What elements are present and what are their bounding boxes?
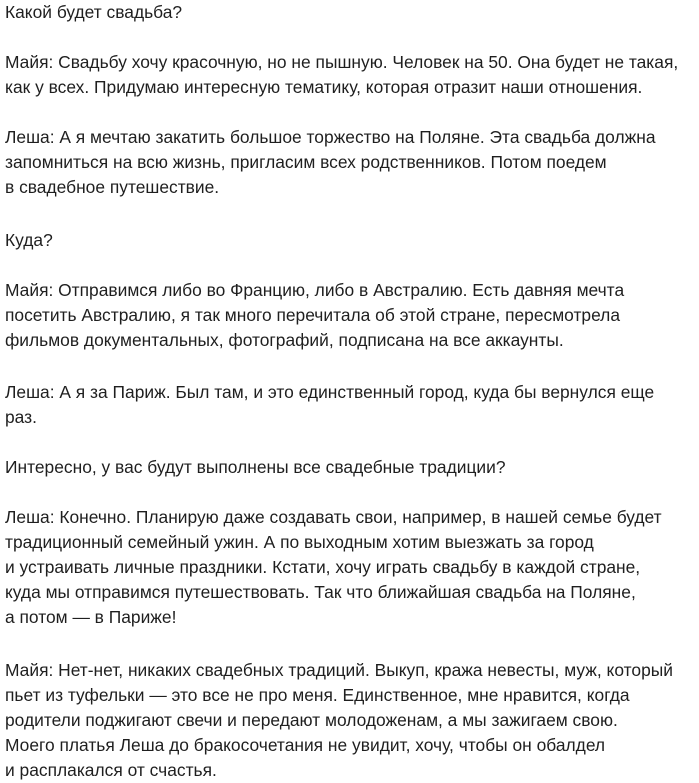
question-paragraph: Интересно, у вас будут выполнены все свадебные традиции?	[5, 457, 506, 477]
answer-paragraph: Майя: Нет-нет, никаких свадебных традиций. Выкуп, кража невесты, муж, который пьет из туфельки — это все не про меня. Единственное, мне нравится, когда родители поджигают свечи и передают молодоженам, а мы зажигаем свою. Моего платья Леша до бракосочетания не увидит, хочу, чтобы он обалдел и расплакался от счастья.	[5, 660, 673, 780]
question-paragraph: Куда?	[5, 230, 53, 250]
question-paragraph: Какой будет свадьба?	[5, 2, 183, 22]
answer-paragraph: Леша: А я мечтаю закатить большое торжество на Поляне. Эта свадьба должна запомниться на всю жизнь, пригласим всех родственников. Потом поедем в свадебное путешествие.	[5, 127, 656, 197]
answer-paragraph: Леша: А я за Париж. Был там, и это единственный город, куда бы вернулся еще раз.	[5, 382, 655, 427]
answer-paragraph: Майя: Отправимся либо во Францию, либо в Австралию. Есть давняя мечта посетить Австралию, я так много перечитала об этой стране, пересмотрела фильмов документальных, фотографий, подписана на все аккаунты.	[5, 280, 625, 350]
answer-paragraph: Майя: Свадьбу хочу красочную, но не пышную. Человек на 50. Она будет не такая, как у всех. Придумаю интересную тематику, которая отразит наши отношения.	[5, 52, 679, 97]
answer-paragraph: Леша: Конечно. Планирую даже создавать свои, например, в нашей семье будет традиционный семейный ужин. А по выходным хотим выезжать за город и устраивать личные праздники. Кстати, хочу играть свадьбу в каждой стране, куда мы отправимся путешествовать. Так что ближайшая свадьба на Поляне, а потом — в Париже!	[5, 507, 662, 627]
